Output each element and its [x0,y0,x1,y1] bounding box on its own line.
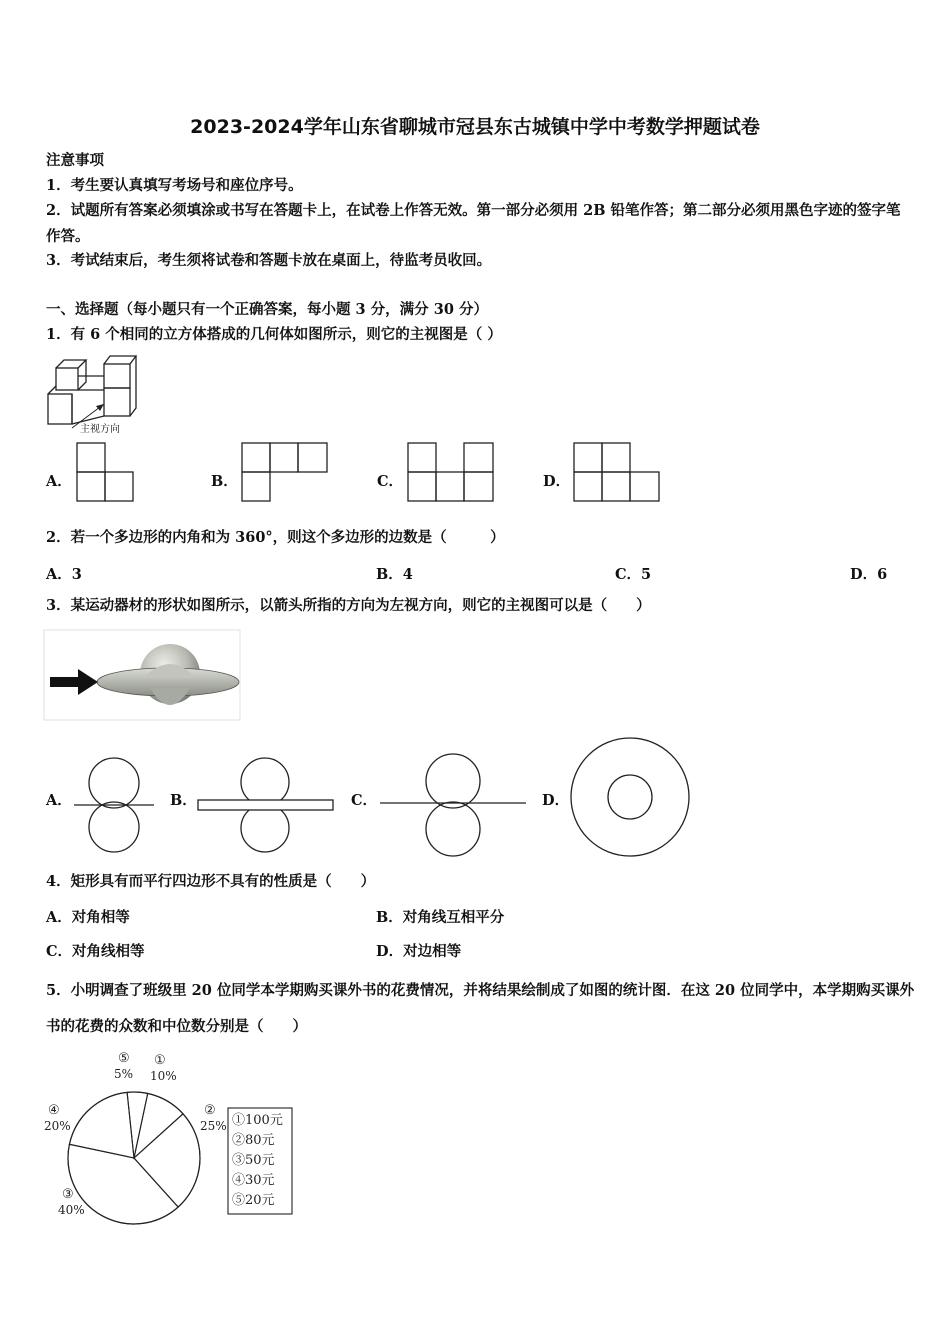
q1-option-c-label[interactable]: C． [377,473,404,490]
q3-option-b-label[interactable]: B． [170,792,197,809]
pie-chart [40,1050,310,1235]
q2-option-c[interactable]: C．5 [615,566,652,583]
q2-option-b[interactable]: B．4 [376,566,413,583]
q2-option-d[interactable]: D．6 [850,566,888,583]
q4-option-b[interactable]: B．对角线互相平分 [376,909,505,926]
question-3-text: 3．某运动器材的形状如图所示，以箭头所指的方向为左视方向，则它的主视图可以是（ ） [46,597,651,614]
question-4-text: 4．矩形具有而平行四边形不具有的性质是（ ） [46,873,376,890]
q3-option-d-figure[interactable] [567,735,693,861]
question-5-text: 5．小明调查了班级里 20 位同学本学期购买课外书的花费情况，并将结果绘制成了如图的统计图．在这 20 位同学中，本学期购买课外书的花费的众数和中位数分别是（ ） [46,982,915,1035]
q4-option-a[interactable]: A．对角相等 [46,909,130,926]
section-heading: 一、选择题（每小题只有一个正确答案，每小题 3 分，满分 30 分） [46,301,488,318]
legend-item-4: ④30元 [232,1173,275,1188]
q3-option-a-label[interactable]: A． [46,792,72,809]
q1-option-d-label[interactable]: D． [543,473,571,490]
q4-option-c[interactable]: C．对角线相等 [46,943,145,960]
question-3-equipment-figure [44,630,242,722]
q4-option-d[interactable]: D．对边相等 [376,943,462,960]
notice-item-2: 2．试题所有答案必须填涂或书写在答题卡上，在试卷上作答无效。第一部分必须用 2B 铅笔作答；第二部分必须用黑色字迹的签字笔作答。 [46,202,901,245]
pie-slice-1-marker: ① [154,1053,166,1068]
q1-option-a-figure[interactable] [77,443,137,503]
pie-slice-1-percent: 10% [150,1069,177,1083]
q2-option-a[interactable]: A．3 [46,566,82,583]
q1-option-a-label[interactable]: A． [46,473,72,490]
notice-item-1: 1．考生要认真填写考场号和座位序号。 [46,177,303,194]
q3-option-c-figure[interactable] [377,752,529,856]
q3-option-b-figure[interactable] [195,752,337,856]
pie-slice-3-percent: 40% [58,1203,85,1217]
question-1-solid-figure [44,356,144,436]
pie-slice-2-marker: ② [204,1103,216,1118]
q1-option-b-label[interactable]: B． [211,473,238,490]
question-2-text: 2．若一个多边形的内角和为 360°，则这个多边形的边数是（ ） [46,529,505,546]
legend-item-2: ②80元 [232,1133,275,1148]
pie-slice-5-marker: ⑤ [118,1051,130,1066]
pie-slice-2-percent: 25% [200,1119,227,1133]
legend-item-1: ①100元 [232,1113,283,1128]
legend-item-3: ③50元 [232,1153,275,1168]
pie-slice-4-marker: ④ [48,1103,60,1118]
q3-option-d-label[interactable]: D． [542,792,570,809]
notice-heading: 注意事项 [46,152,104,169]
pie-slice-3-marker: ③ [62,1187,74,1202]
pie-slice-4 [69,1092,134,1158]
question-1-text: 1．有 6 个相同的立方体搭成的几何体如图所示，则它的主视图是（ ） [46,326,502,343]
q1-option-d-figure[interactable] [574,443,664,503]
pie-slice-4-percent: 20% [44,1119,71,1133]
legend-item-5: ⑤20元 [232,1193,275,1208]
pie-slice-5-percent: 5% [114,1067,134,1081]
view-direction-label: 主视方向 [80,424,120,435]
q1-option-c-figure[interactable] [408,443,498,503]
notice-item-3: 3．考试结束后，考生须将试卷和答题卡放在桌面上，待监考员收回。 [46,252,492,269]
pie-slice-2 [134,1114,200,1207]
q3-option-c-label[interactable]: C． [351,792,378,809]
q1-option-b-figure[interactable] [242,443,332,503]
page-title: 2023-2024学年山东省聊城市冠县东古城镇中学中考数学押题试卷 [190,116,760,138]
q3-option-a-figure[interactable] [72,752,156,856]
